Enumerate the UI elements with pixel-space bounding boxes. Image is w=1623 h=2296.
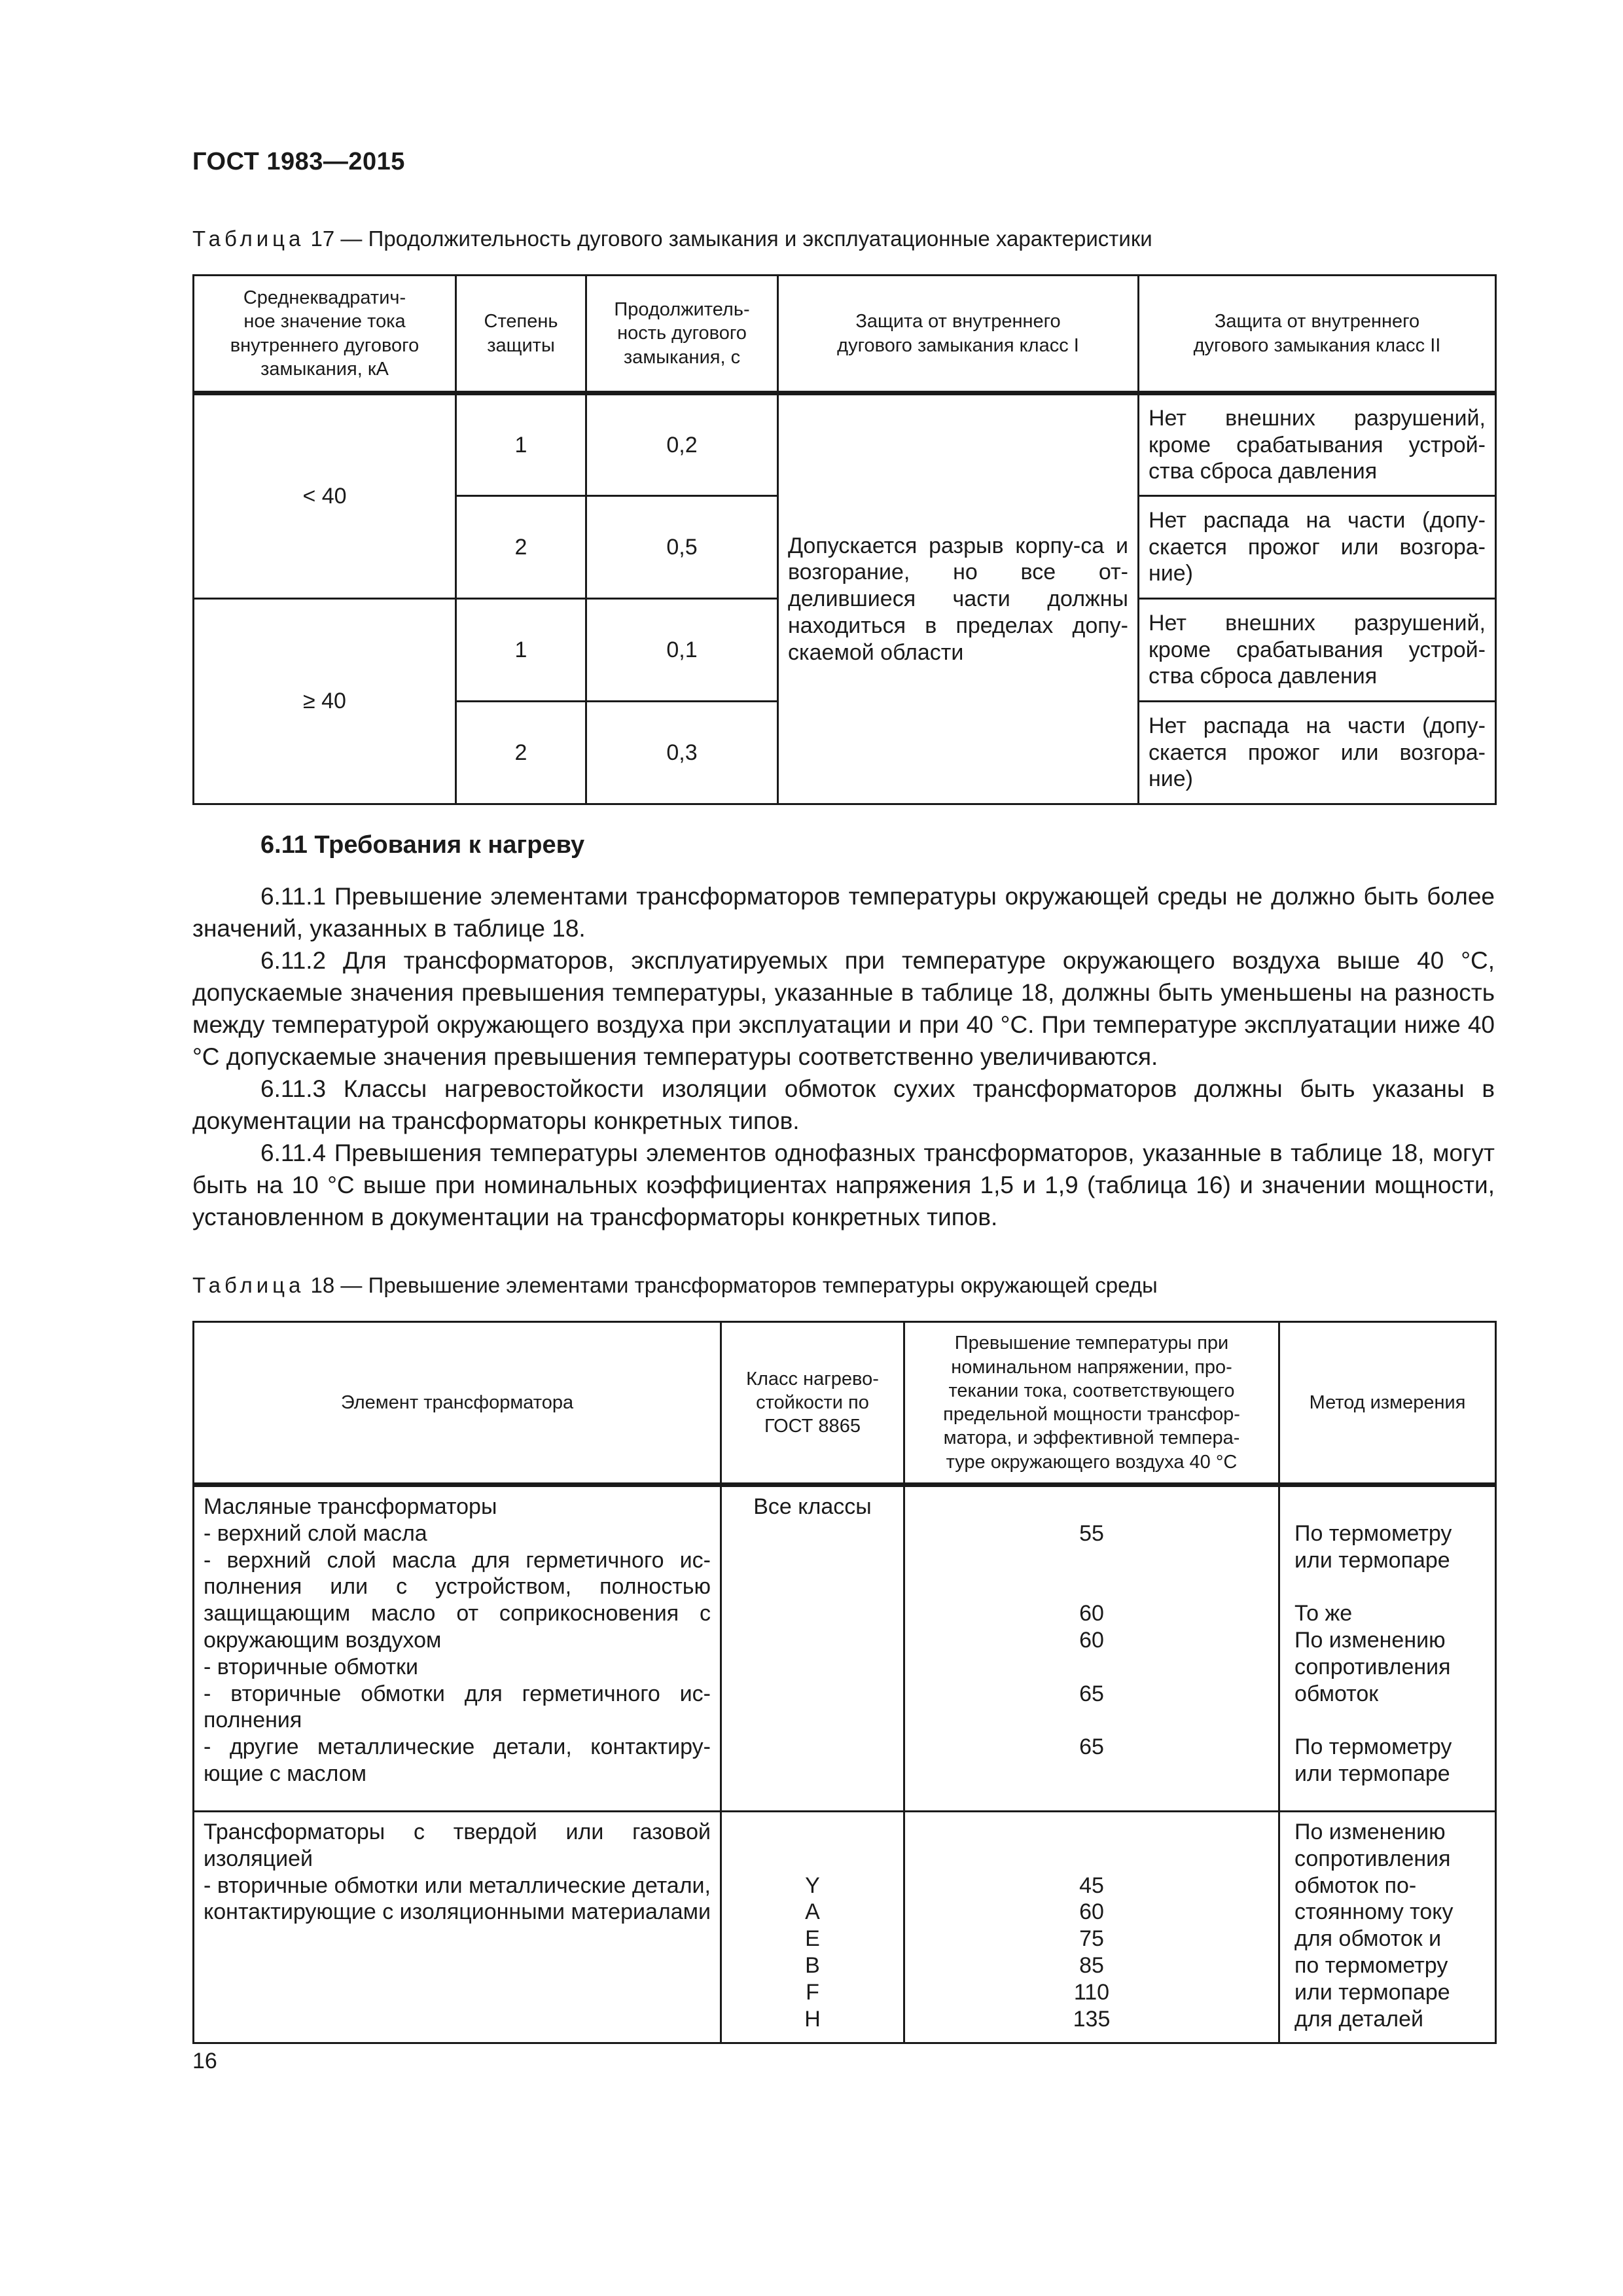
table18-header-row [194, 1322, 1496, 1485]
table17-class2-cell: Нет распада на части (допу-скается прожог или возгора-ние) [1139, 702, 1496, 804]
table17-degree-cell: 2 [456, 496, 586, 599]
table-row [194, 1812, 1496, 2043]
table18-class-cell: Y A E B F H [721, 1812, 904, 2043]
table17-duration-cell: 0,3 [586, 702, 778, 804]
table18-rise-cell: 55 60 60 65 65 [904, 1485, 1279, 1812]
table17-header-degree: Степень защиты [456, 276, 586, 393]
table18-header-rise: Превышение температуры при номинальном напряжении, про- текании тока, соответствующего предельной мощности трансфор- матора, и эффективной темпера- туре окружающего воздуха 40 °С [904, 1322, 1279, 1485]
table17-degree-cell: 1 [456, 599, 586, 702]
section-title: 6.11 Требования к нагреву [260, 831, 585, 859]
table17-header-class1: Защита от внутреннего дугового замыкания класс I [778, 276, 1139, 393]
table18-element-cell: Трансформаторы с твердой или газовой изоляцией - вторичные обмотки или металлические детали, контактирующие с изоляционными материалами [194, 1812, 721, 2043]
table18-method-cell: По термометру или термопаре То же По изменению сопротивления обмоток По термометру или термопаре [1279, 1485, 1496, 1812]
table17-degree-cell: 2 [456, 702, 586, 804]
table17-degree-cell: 1 [456, 393, 586, 496]
table17-current-cell: ≥ 40 [194, 599, 456, 804]
table17-header-current: Среднеквадратич- ное значение тока внутреннего дугового замыкания, кА [194, 276, 456, 393]
table17-duration-cell: 0,1 [586, 599, 778, 702]
table-17 [192, 274, 1497, 805]
document-header: ГОСТ 1983—2015 [192, 148, 405, 175]
table17-caption-text: 17 — Продолжительность дугового замыкания и эксплуатационные характеристики [304, 226, 1152, 251]
table17-class2-cell: Нет внешних разрушений, кроме срабатывания устрой-ства сброса давления [1139, 393, 1496, 496]
table18-class-cell: Все классы [721, 1485, 904, 1812]
table-row [194, 1485, 1496, 1812]
table17-duration-cell: 0,2 [586, 393, 778, 496]
section-body [192, 880, 1495, 1233]
table17-caption-word: Таблица [192, 226, 305, 251]
table18-rise-cell: 45 60 75 85 110 135 [904, 1812, 1279, 2043]
table17-duration-cell: 0,5 [586, 496, 778, 599]
paragraph: 6.11.3 Классы нагревостойкости изоляции обмоток сухих трансформаторов должны быть указаны в документации на трансформаторы конкретных типов. [192, 1075, 1495, 1134]
table18-header-class: Класс нагрево- стойкости по ГОСТ 8865 [721, 1322, 904, 1485]
table17-caption [192, 226, 1152, 251]
table17-class2-cell: Нет распада на части (допу-скается прожог или возгора-ние) [1139, 496, 1496, 599]
paragraph: 6.11.4 Превышения температуры элементов однофазных трансформаторов, указанные в таблице 18, могут быть на 10 °С выше при номинальных коэффициентах напряжения 1,5 и 1,9 (таблица 16) и значении мощности, установленном в документации на трансформаторы конкретных типов. [192, 1139, 1495, 1230]
table18-element-cell: Масляные трансформаторы - верхний слой масла - верхний слой масла для герметичного ис-полнения или с устройством, полностью защищающим масло от соприкосновения с окружающим воздухом - вторичные обмотки - вторичные обмотки для герметичного ис-полнения - другие металлические детали, контактиру-ющие с маслом [194, 1485, 721, 1812]
table17-class1-cell: Допускается разрыв корпу-са и возгорание, но все от-делившиеся части должны находиться в пределах допу-скаемой области [778, 393, 1139, 804]
table18-caption-word: Таблица [192, 1273, 305, 1297]
table17-class2-cell: Нет внешних разрушений, кроме срабатывания устрой-ства сброса давления [1139, 599, 1496, 702]
table17-header-duration: Продолжитель- ность дугового замыкания, с [586, 276, 778, 393]
paragraph: 6.11.1 Превышение элементами трансформаторов температуры окружающей среды не должно быть более значений, указанных в таблице 18. [192, 883, 1495, 942]
table-18 [192, 1321, 1497, 2044]
table18-header-method: Метод измерения [1279, 1322, 1496, 1485]
table17-current-cell: < 40 [194, 393, 456, 599]
table17-header-row [194, 276, 1496, 393]
table18-method-cell: По изменению сопротивления обмоток по- стоянному току для обмоток и по термометру или термопаре для деталей [1279, 1812, 1496, 2043]
table18-caption-text: 18 — Превышение элементами трансформаторов температуры окружающей среды [304, 1273, 1158, 1297]
table18-caption [192, 1273, 1158, 1298]
table17-header-class2: Защита от внутреннего дугового замыкания класс II [1139, 276, 1496, 393]
page-number: 16 [192, 2049, 217, 2073]
table18-header-element: Элемент трансформатора [194, 1322, 721, 1485]
paragraph: 6.11.2 Для трансформаторов, эксплуатируемых при температуре окружающего воздуха выше 40 °С, допускаемые значения превышения температуры, указанные в таблице 18, должны быть уменьшены на разность между температурой окружающего воздуха при эксплуатации и при 40 °С. При температуре эксплуатации ниже 40 °С допускаемые значения превышения температуры соответственно увеличиваются. [192, 947, 1495, 1070]
table-row [194, 393, 1496, 496]
